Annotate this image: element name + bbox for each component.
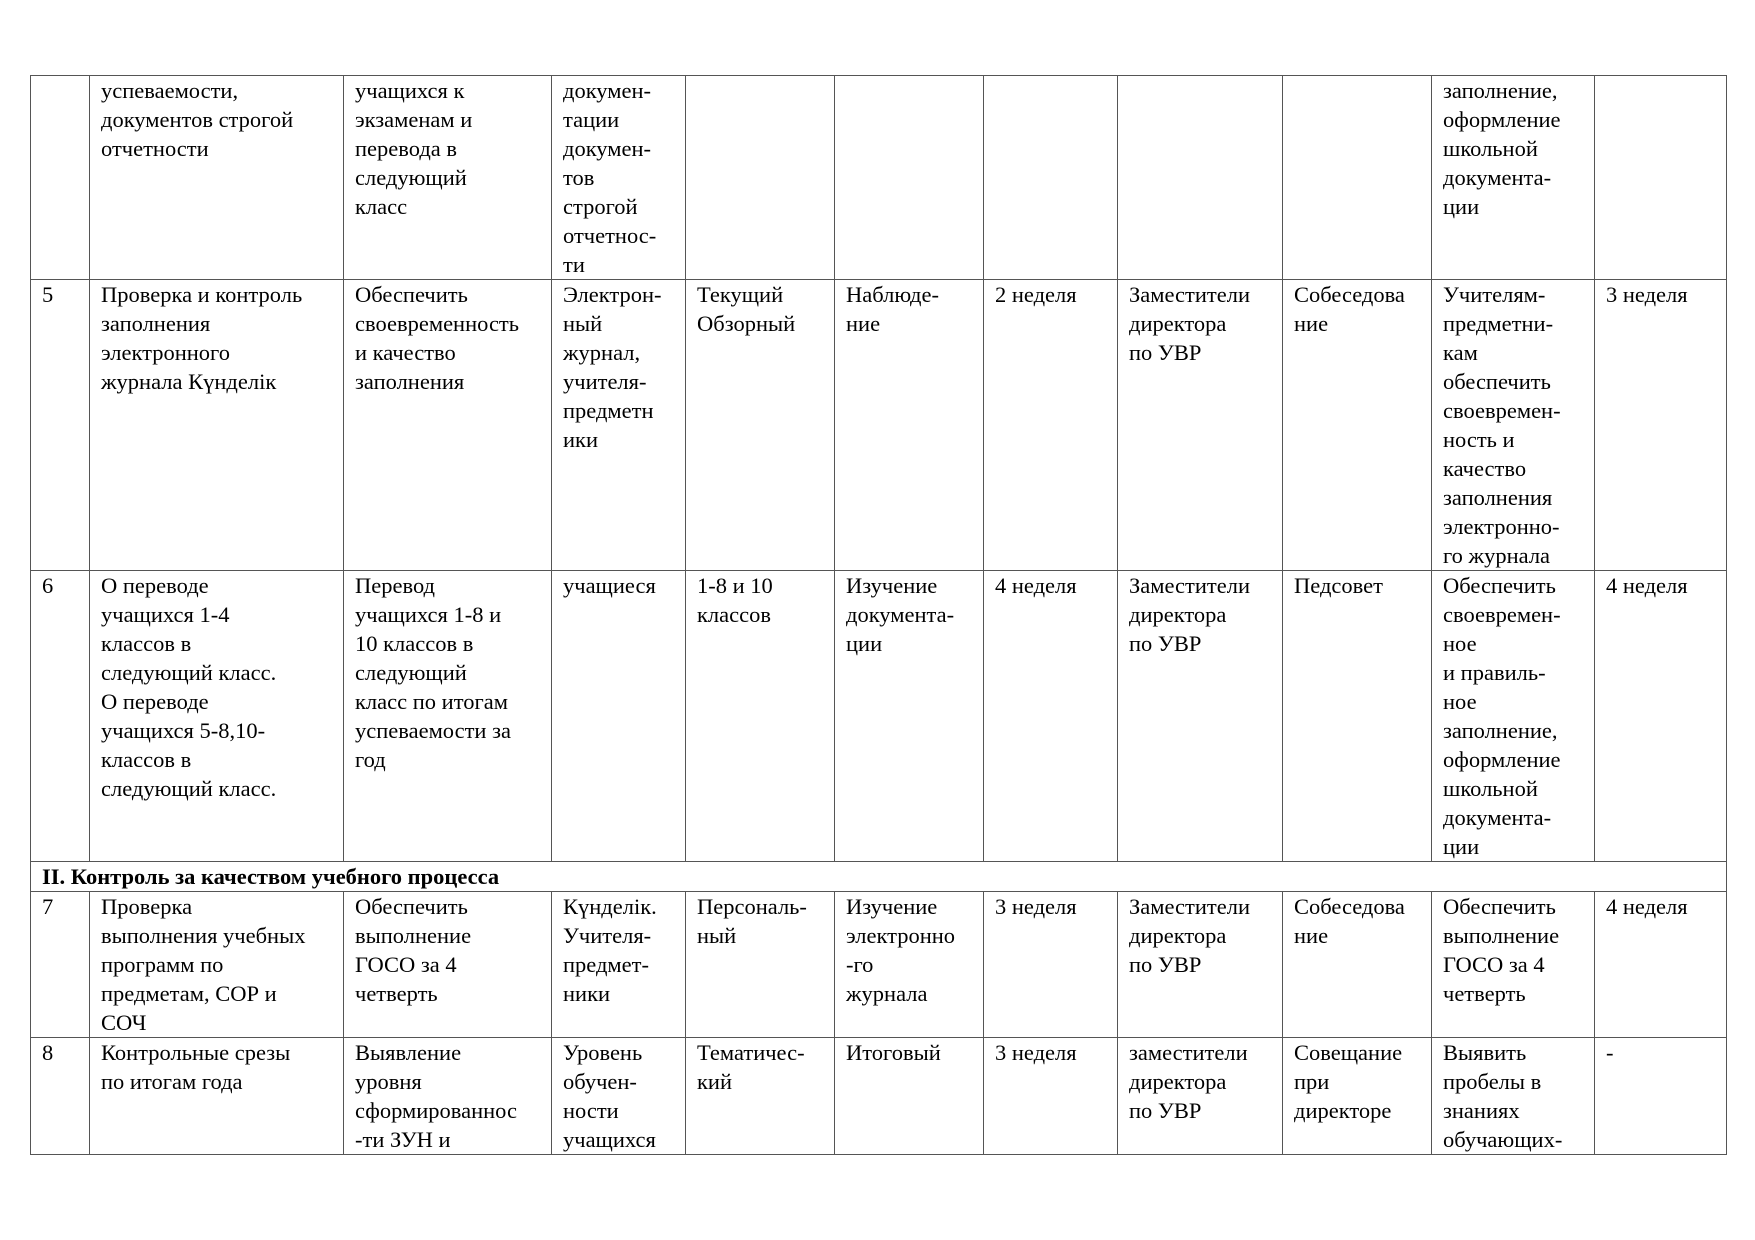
- goal-cell: Обеспечить выполнение ГОСО за 4 четверть: [344, 892, 552, 1038]
- goal-cell: Выявление уровня сформированнос -ти ЗУН и: [344, 1038, 552, 1155]
- row-number: 5: [31, 280, 90, 571]
- recheck-cell: 4 неделя: [1595, 892, 1727, 1038]
- type-cell: Персональ- ный: [686, 892, 835, 1038]
- content-cell: О переводе учащихся 1-4 классов в следующий класс. О переводе учащихся 5-8,10- классов в следующий класс.: [90, 571, 344, 862]
- summary-place-cell: Совещание при директоре: [1283, 1038, 1432, 1155]
- type-cell: 1-8 и 10 классов: [686, 571, 835, 862]
- summary-place-cell: [1283, 76, 1432, 280]
- object-cell: Электрон- ный журнал, учителя- предметн ики: [552, 280, 686, 571]
- responsible-cell: Заместители директора по УВР: [1118, 280, 1283, 571]
- responsible-cell: Заместители директора по УВР: [1118, 892, 1283, 1038]
- method-cell: Итоговый: [835, 1038, 984, 1155]
- deadline-cell: 3 неделя: [984, 892, 1118, 1038]
- decision-cell: заполнение, оформление школьной документа- ции: [1432, 76, 1595, 280]
- object-cell: докумен- тации докумен- тов строгой отчетнос- ти: [552, 76, 686, 280]
- row-number: 6: [31, 571, 90, 862]
- decision-cell: Обеспечить выполнение ГОСО за 4 четверть: [1432, 892, 1595, 1038]
- goal-cell: учащихся к экзаменам и перевода в следующий класс: [344, 76, 552, 280]
- method-cell: [835, 76, 984, 280]
- goal-cell: Обеспечить своевременность и качество заполнения: [344, 280, 552, 571]
- table-row: [31, 280, 1727, 571]
- table-row: [31, 76, 1727, 280]
- content-cell: успеваемости, документов строгой отчетности: [90, 76, 344, 280]
- type-cell: [686, 76, 835, 280]
- object-cell: Уровень обучен- ности учащихся: [552, 1038, 686, 1155]
- decision-cell: Обеспечить своевремен- ное и правиль- ное заполнение, оформление школьной документа- ции: [1432, 571, 1595, 862]
- method-cell: Наблюде- ние: [835, 280, 984, 571]
- content-cell: Проверка и контроль заполнения электронного журнала Күнделік: [90, 280, 344, 571]
- content-cell: Проверка выполнения учебных программ по предметам, СОР и СОЧ: [90, 892, 344, 1038]
- deadline-cell: 3 неделя: [984, 1038, 1118, 1155]
- type-cell: Текущий Обзорный: [686, 280, 835, 571]
- responsible-cell: [1118, 76, 1283, 280]
- deadline-cell: 4 неделя: [984, 571, 1118, 862]
- type-cell: Тематичес- кий: [686, 1038, 835, 1155]
- method-cell: Изучение документа- ции: [835, 571, 984, 862]
- row-number: 7: [31, 892, 90, 1038]
- section-title: II. Контроль за качеством учебного процесса: [31, 862, 1727, 892]
- table-row: [31, 892, 1727, 1038]
- summary-place-cell: Собеседова ние: [1283, 892, 1432, 1038]
- deadline-cell: 2 неделя: [984, 280, 1118, 571]
- decision-cell: Выявить пробелы в знаниях обучающих-: [1432, 1038, 1595, 1155]
- row-number: 8: [31, 1038, 90, 1155]
- table-row: [31, 571, 1727, 862]
- object-cell: Күнделік. Учителя- предмет- ники: [552, 892, 686, 1038]
- goal-cell: Перевод учащихся 1-8 и 10 классов в следующий класс по итогам успеваемости за год: [344, 571, 552, 862]
- responsible-cell: Заместители директора по УВР: [1118, 571, 1283, 862]
- deadline-cell: [984, 76, 1118, 280]
- section-header-row: [31, 862, 1727, 892]
- recheck-cell: 3 неделя: [1595, 280, 1727, 571]
- method-cell: Изучение электронно -го журнала: [835, 892, 984, 1038]
- recheck-cell: 4 неделя: [1595, 571, 1727, 862]
- object-cell: учащиеся: [552, 571, 686, 862]
- recheck-cell: [1595, 76, 1727, 280]
- summary-place-cell: Педсовет: [1283, 571, 1432, 862]
- table-row: [31, 1038, 1727, 1155]
- responsible-cell: заместители директора по УВР: [1118, 1038, 1283, 1155]
- control-plan-table: [30, 75, 1727, 1155]
- row-number: [31, 76, 90, 280]
- summary-place-cell: Собеседова ние: [1283, 280, 1432, 571]
- decision-cell: Учителям- предметни- кам обеспечить своевремен- ность и качество заполнения электронно- го журнала: [1432, 280, 1595, 571]
- content-cell: Контрольные срезы по итогам года: [90, 1038, 344, 1155]
- recheck-cell: -: [1595, 1038, 1727, 1155]
